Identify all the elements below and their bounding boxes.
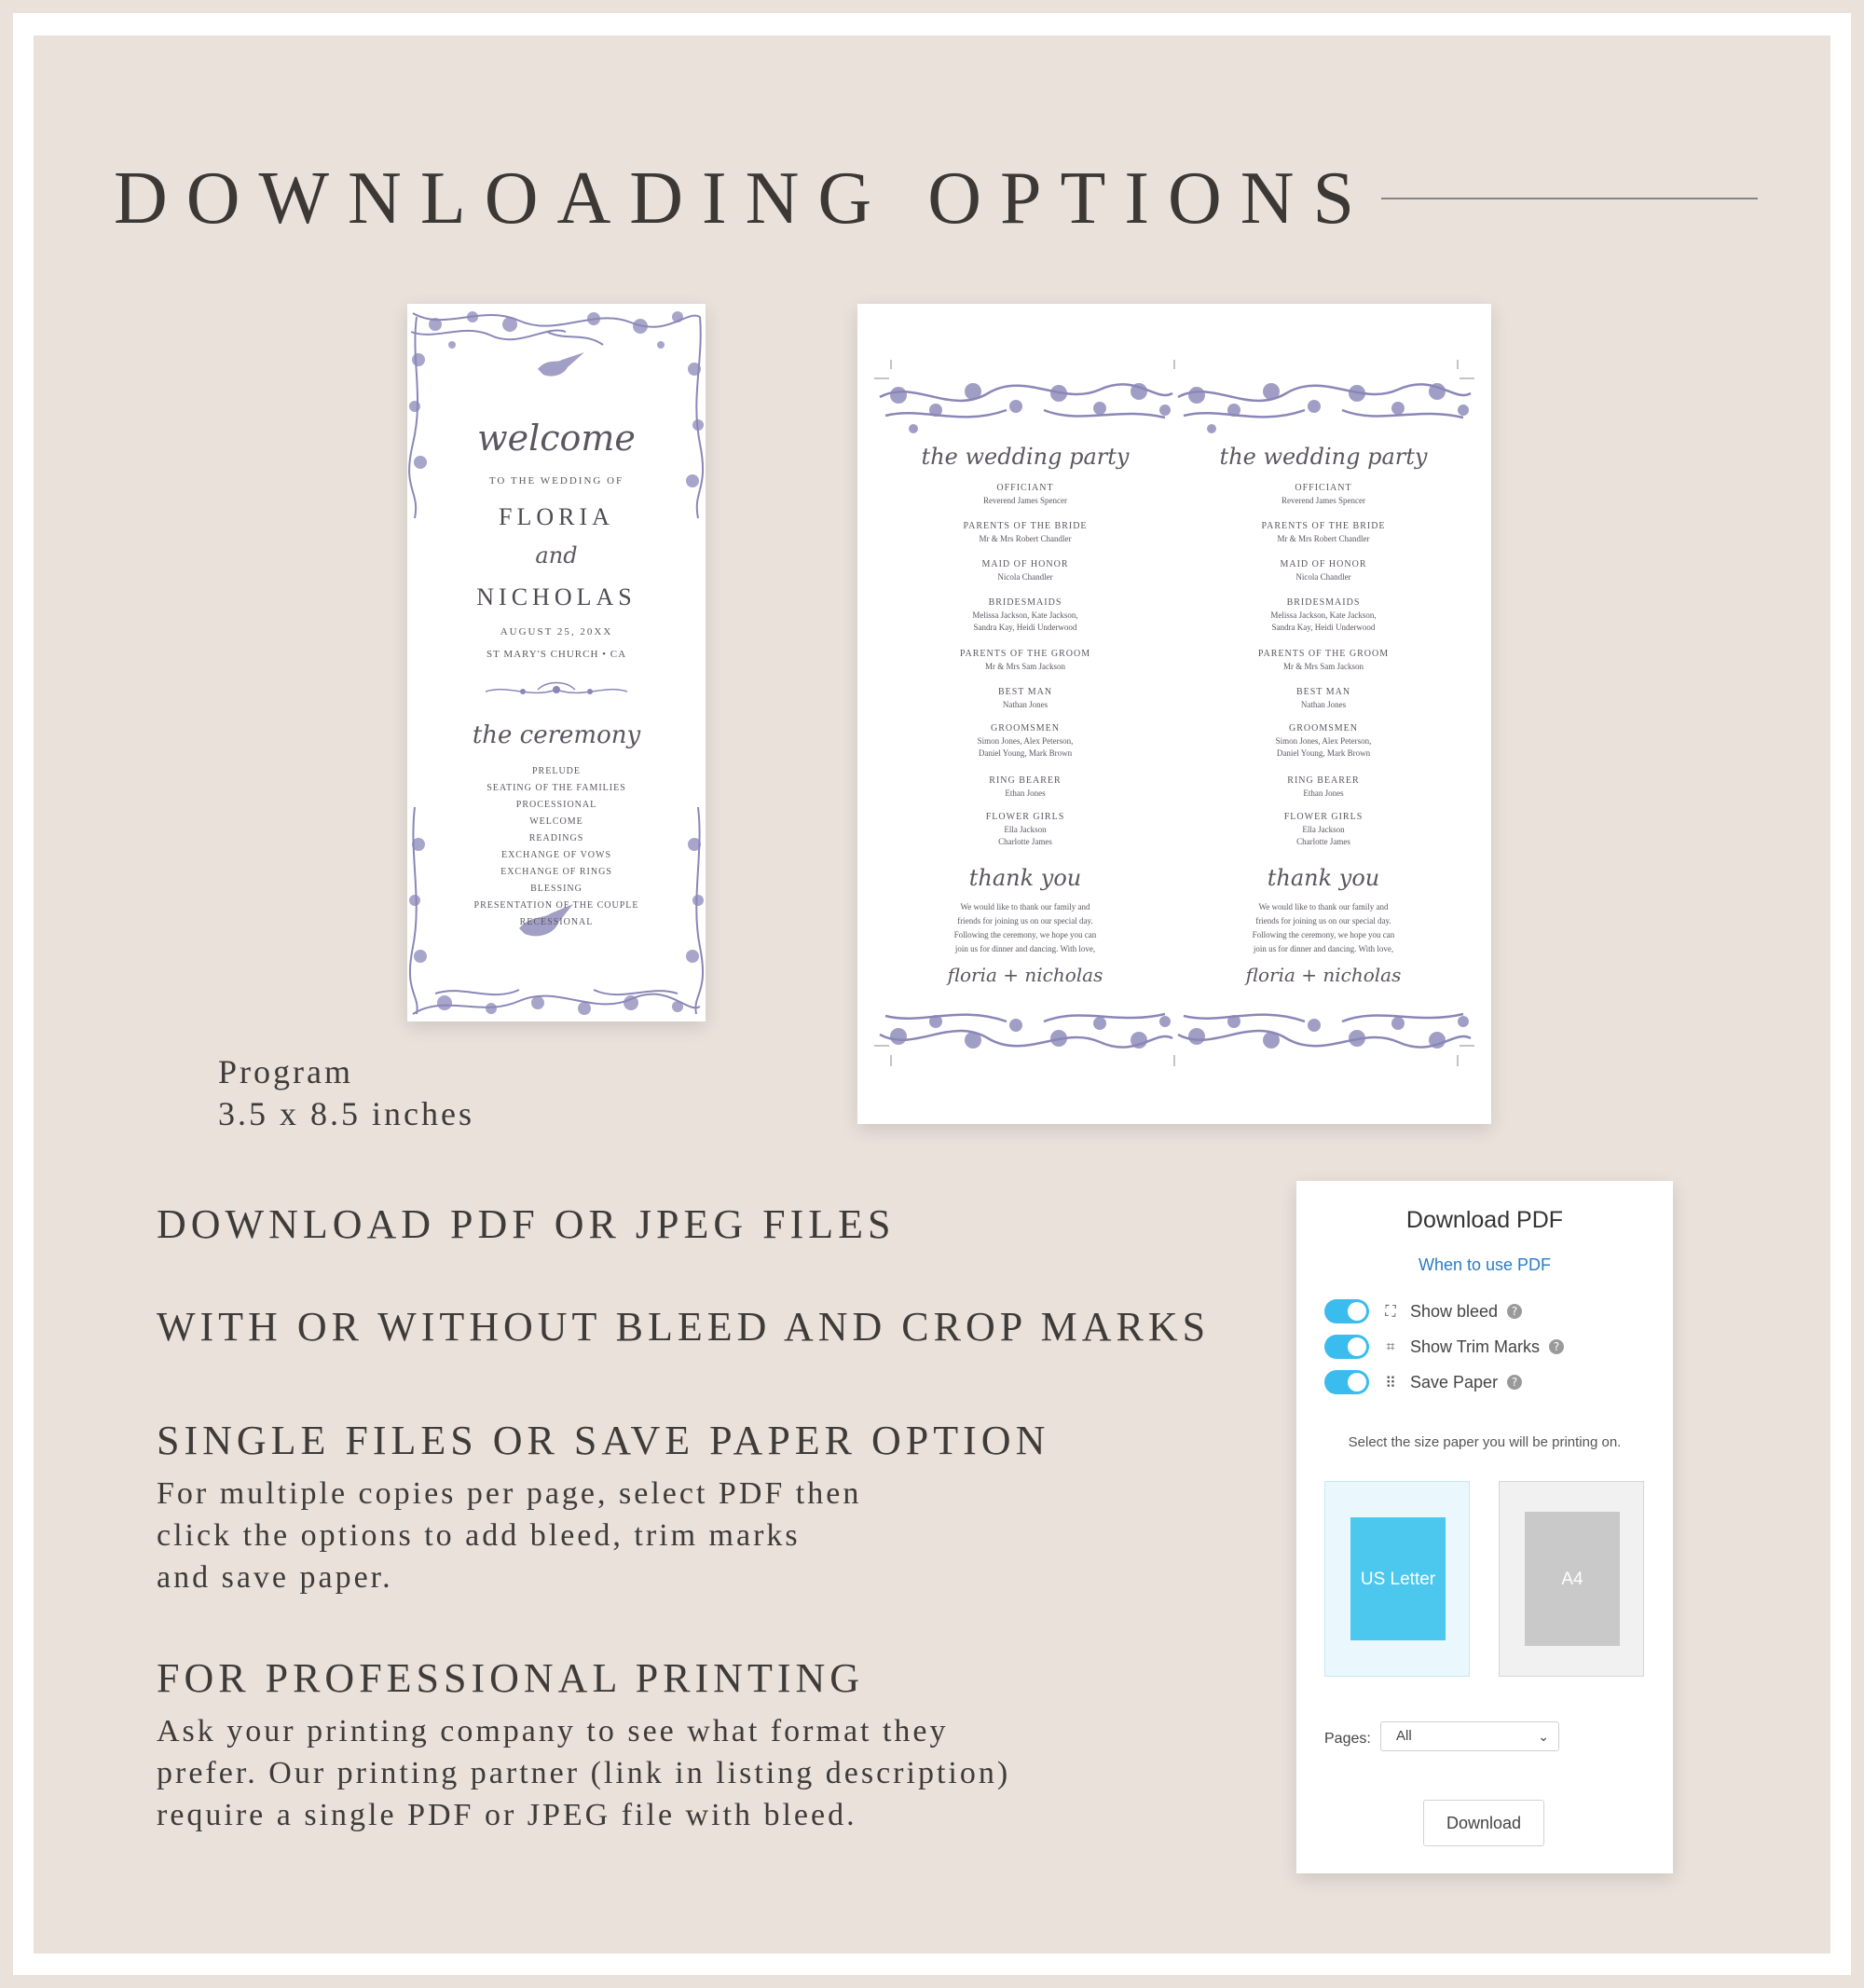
wedding-date: AUGUST 25, 20XX — [500, 626, 613, 638]
role-names: Simon Jones, Alex Peterson, — [977, 736, 1074, 746]
role-names: Nicola Chandler — [997, 572, 1053, 582]
role-title: PARENTS OF THE GROOM — [1257, 649, 1390, 659]
option-label: Show Trim Marks — [1410, 1337, 1541, 1356]
role-names: Daniel Young, Mark Brown — [978, 748, 1073, 758]
paper-option-a4[interactable] — [1499, 1481, 1644, 1677]
signature-script: floria + nicholas — [947, 964, 1103, 986]
thank-you-line: join us for dinner and dancing. With love, — [1253, 944, 1394, 953]
floral-band-top — [876, 369, 1174, 453]
ceremony-item: PROCESSIONAL — [515, 800, 597, 810]
role-title: OFFICIANT — [1295, 483, 1352, 493]
option-show-trim-marks — [1324, 1334, 1564, 1360]
option-label: Save Paper — [1410, 1372, 1499, 1392]
role-title: RING BEARER — [1287, 775, 1360, 786]
role-names: Ethan Jones — [1303, 788, 1344, 798]
feature-body-line: For multiple copies per page, select PDF then — [157, 1476, 862, 1511]
feature-body-line: require a single PDF or JPEG file with bleed. — [157, 1798, 857, 1832]
role-title: GROOMSMEN — [990, 723, 1060, 734]
thank-you-line: We would like to thank our family and — [1258, 902, 1389, 912]
pages-label: Pages: — [1324, 1731, 1371, 1747]
program-caption — [218, 1051, 474, 1135]
title-rule — [1381, 198, 1758, 199]
thank-you-script: thank you — [1267, 865, 1380, 891]
name-floria: FLORIA — [499, 503, 614, 530]
role-names: Melissa Jackson, Kate Jackson, — [972, 610, 1078, 620]
thank-you-line: friends for joining us on our special day. — [1255, 916, 1391, 925]
ceremony-item: EXCHANGE OF VOWS — [500, 850, 612, 860]
role-names: Ethan Jones — [1005, 788, 1046, 798]
role-names: Nathan Jones — [1002, 700, 1048, 709]
floral-band-top — [1174, 369, 1473, 453]
page-title: DOWNLOADING OPTIONS — [114, 158, 1374, 240]
wedding-party-script: the wedding party — [921, 444, 1130, 470]
feature-heading-professional: FOR PROFESSIONAL PRINTING — [157, 1655, 865, 1701]
pages-select[interactable] — [1380, 1721, 1559, 1751]
role-names: Charlotte James — [1296, 837, 1350, 846]
save-paper-toggle[interactable] — [1324, 1370, 1369, 1394]
role-title: FLOWER GIRLS — [985, 812, 1065, 822]
role-title: BRIDESMAIDS — [1286, 597, 1361, 608]
wedding-party-script: the wedding party — [1219, 444, 1428, 470]
name-nicholas: NICHOLAS — [476, 583, 637, 610]
role-names: Simon Jones, Alex Peterson, — [1275, 736, 1372, 746]
thank-you-line: We would like to thank our family and — [960, 902, 1090, 912]
show-trim-marks-toggle[interactable] — [1324, 1335, 1369, 1359]
help-icon[interactable]: ? — [1549, 1339, 1564, 1354]
feature-heading-bleed: WITH OR WITHOUT BLEED AND CROP MARKS — [157, 1304, 1211, 1350]
role-title: GROOMSMEN — [1288, 723, 1358, 734]
role-names: Nicola Chandler — [1295, 572, 1351, 582]
role-names: Reverend James Spencer — [983, 496, 1067, 505]
when-to-use-pdf-link[interactable]: When to use PDF — [1418, 1255, 1552, 1274]
feature-heading-formats: DOWNLOAD PDF OR JPEG FILES — [157, 1201, 896, 1247]
ceremony-item: PRELUDE — [532, 766, 581, 776]
download-button[interactable]: Download — [1423, 1800, 1544, 1846]
role-title: MAID OF HONOR — [981, 559, 1069, 569]
option-save-paper — [1324, 1369, 1522, 1395]
floral-band-bottom — [1174, 979, 1473, 1063]
role-names: Reverend James Spencer — [1282, 496, 1365, 505]
wedding-venue: ST MARY'S CHURCH • CA — [486, 649, 627, 660]
floral-band-bottom — [876, 979, 1174, 1063]
ceremony-item: READINGS — [528, 833, 584, 843]
feature-body-professional — [157, 1710, 1010, 1836]
floral-border-top — [407, 304, 706, 528]
chevron-down-icon: ⌄ — [1538, 1729, 1549, 1744]
paper-size-note: Select the size paper you will be printing on. — [1348, 1434, 1622, 1450]
thank-you-line: join us for dinner and dancing. With love, — [954, 944, 1096, 953]
help-icon[interactable]: ? — [1507, 1375, 1522, 1390]
role-names: Mr & Mrs Robert Chandler — [1277, 534, 1370, 543]
ceremony-item: WELCOME — [529, 816, 583, 827]
role-title: FLOWER GIRLS — [1283, 812, 1364, 822]
role-title: MAID OF HONOR — [1280, 559, 1367, 569]
help-icon[interactable]: ? — [1507, 1304, 1522, 1319]
welcome-script: welcome — [477, 418, 636, 459]
pages-select-value: All — [1396, 1728, 1412, 1744]
paper-thumb-us-letter: US Letter — [1350, 1517, 1446, 1640]
ceremony-item: EXCHANGE OF RINGS — [500, 867, 612, 877]
swallow-icon — [538, 352, 584, 377]
feature-heading-save-paper: SINGLE FILES OR SAVE PAPER OPTION — [157, 1418, 1050, 1463]
thank-you-line: Following the ceremony, we hope you can — [953, 930, 1097, 939]
role-names: Mr & Mrs Sam Jackson — [985, 662, 1065, 671]
feature-body-save-paper — [157, 1473, 861, 1598]
ceremony-script: the ceremony — [472, 721, 641, 749]
feature-body-line: click the options to add bleed, trim marks — [157, 1518, 801, 1553]
option-show-bleed — [1324, 1298, 1522, 1324]
role-title: PARENTS OF THE BRIDE — [1261, 521, 1386, 531]
role-names: Melissa Jackson, Kate Jackson, — [1270, 610, 1377, 620]
bleed-corners-icon: ⛶ — [1385, 1302, 1396, 1320]
grid-dots-icon: ⠿ — [1385, 1373, 1396, 1392]
to-the-wedding-of: TO THE WEDDING OF — [488, 475, 624, 487]
role-names: Nathan Jones — [1300, 700, 1347, 709]
signature-script: floria + nicholas — [1245, 964, 1402, 986]
role-names: Charlotte James — [998, 837, 1052, 846]
ceremony-item: SEATING OF THE FAMILIES — [487, 783, 626, 793]
program-card-preview — [407, 304, 706, 1021]
role-names: Mr & Mrs Robert Chandler — [979, 534, 1072, 543]
role-names: Sandra Kay, Heidi Underwood — [1271, 623, 1376, 632]
role-title: BEST MAN — [997, 687, 1053, 697]
ceremony-item: PRESENTATION OF THE COUPLE — [473, 900, 639, 911]
download-pdf-panel — [1296, 1181, 1673, 1873]
role-title: PARENTS OF THE BRIDE — [963, 521, 1088, 531]
program-caption-name: Program — [218, 1053, 353, 1090]
role-names: Mr & Mrs Sam Jackson — [1283, 662, 1364, 671]
role-names: Daniel Young, Mark Brown — [1276, 748, 1371, 758]
role-names: Ella Jackson — [1004, 825, 1047, 834]
program-caption-size: 3.5 x 8.5 inches — [218, 1095, 474, 1132]
feature-body-line: prefer. Our printing partner (link in listing description) — [157, 1756, 1011, 1790]
trim-marks-icon: ⌗ — [1386, 1337, 1395, 1355]
role-title: BRIDESMAIDS — [988, 597, 1062, 608]
paper-thumb-a4: A4 — [1525, 1512, 1620, 1646]
thank-you-line: friends for joining us on our special day. — [957, 916, 1093, 925]
role-title: OFFICIANT — [996, 483, 1054, 493]
role-title: PARENTS OF THE GROOM — [959, 649, 1091, 659]
feature-body-line: Ask your printing company to see what format they — [157, 1714, 949, 1748]
ornament-divider — [482, 677, 631, 705]
role-names: Sandra Kay, Heidi Underwood — [973, 623, 1077, 632]
panel-title: Download PDF — [1405, 1207, 1564, 1233]
feature-body-line: and save paper. — [157, 1560, 393, 1595]
role-title: BEST MAN — [1295, 687, 1351, 697]
thank-you-script: thank you — [968, 865, 1082, 891]
role-title: RING BEARER — [989, 775, 1062, 786]
ceremony-item: BLESSING — [530, 884, 582, 894]
save-paper-sheet-preview — [857, 304, 1491, 1124]
thank-you-line: Following the ceremony, we hope you can — [1252, 930, 1395, 939]
and-script: and — [535, 542, 578, 569]
role-names: Ella Jackson — [1302, 825, 1345, 834]
option-label: Show bleed — [1410, 1301, 1499, 1321]
paper-option-us-letter[interactable] — [1324, 1481, 1470, 1677]
show-bleed-toggle[interactable] — [1324, 1299, 1369, 1323]
ceremony-item: RECESSIONAL — [519, 917, 594, 927]
